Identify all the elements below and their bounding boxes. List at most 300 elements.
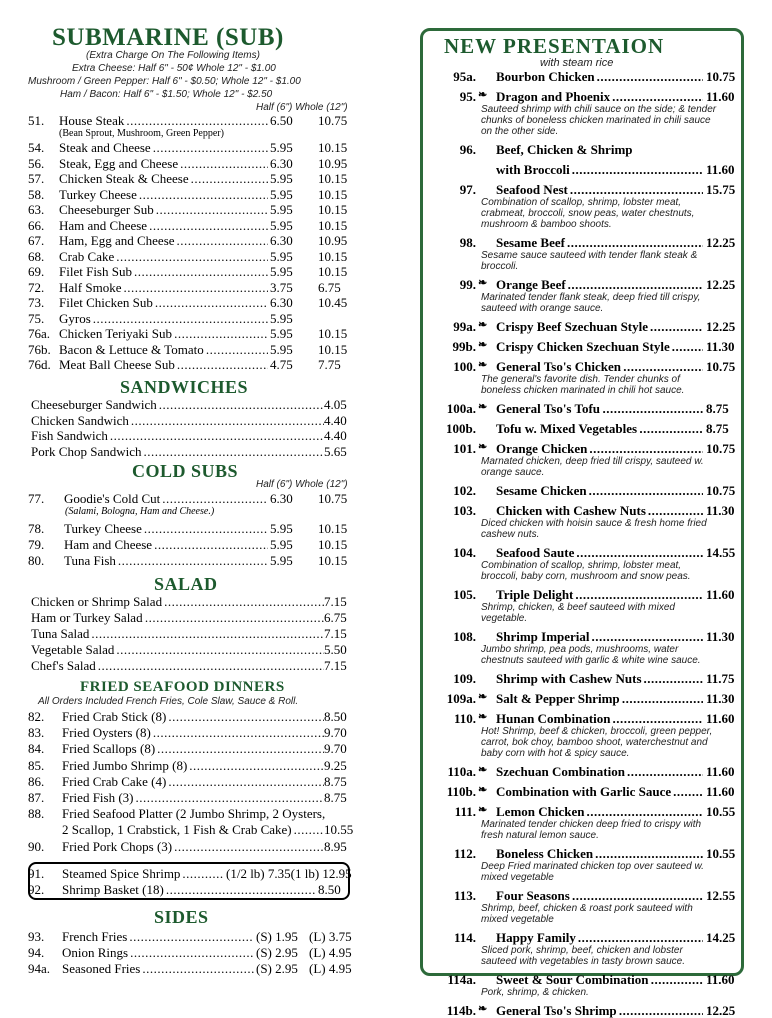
menu-item-leader [159, 397, 324, 412]
dish-number: 97. [459, 182, 476, 197]
dish-item [420, 162, 744, 177]
dish-leader [567, 235, 703, 250]
menu-item-half-price: 5.95 [270, 171, 293, 186]
dish-name: Sweet & Sour Combination [496, 972, 649, 987]
menu-item-whole-price: 7.75 [318, 357, 341, 372]
dish-leader [568, 277, 703, 292]
dish-description: Shrimp, chicken, & beef sauteed with mixed vegetable. [481, 602, 675, 624]
dish-description: Pork, shrimp, & chicken. [481, 987, 589, 998]
dish-leader [651, 972, 703, 987]
menu-item-price: 9.70 [324, 725, 347, 741]
menu-item-leader [93, 311, 268, 326]
menu-item-name: Cheeseburger Sub [59, 202, 154, 217]
dish-price: 11.30 [706, 503, 735, 518]
dish-number: 96. [459, 142, 476, 157]
dish-number: 100. [453, 359, 476, 374]
menu-item-name: Meat Ball Cheese Sub [59, 357, 175, 372]
menu-item-price: 7.15 [324, 658, 347, 673]
menu-item-name: Fried Scallops (8) [62, 741, 156, 757]
menu-item-name: Chicken Sandwich [31, 412, 129, 428]
menu-item [28, 280, 358, 295]
menu-item-name: Crab Cake [59, 248, 115, 264]
menu-item [28, 249, 358, 264]
menu-item [28, 790, 358, 805]
hot-pepper-icon: ❧ [478, 784, 488, 796]
dish-number: 110. [453, 711, 476, 726]
menu-item-leader [153, 725, 324, 740]
menu-item-name: Seasoned Fries [62, 961, 141, 977]
menu-item-large-price: (L) 3.75 [309, 929, 352, 944]
menu-item-note: (Bean Sprout, Mushroom, Green Pepper) [59, 128, 224, 139]
menu-item-name: Ham, Egg and Cheese [59, 233, 175, 248]
menu-item-whole-price: 10.45 [318, 295, 348, 310]
menu-item-name: French Fries [62, 929, 128, 944]
dish-price: 12.25 [706, 1003, 736, 1018]
menu-item-leader [156, 202, 268, 217]
dish-number: 112. [453, 846, 476, 861]
dish-number: 101. [453, 441, 476, 456]
menu-item-whole-price: 6.75 [318, 279, 341, 295]
boxed-item [28, 882, 358, 897]
hot-pepper-icon: ❧ [478, 277, 488, 289]
dish-leader [650, 319, 703, 334]
menu-item-number: 85. [28, 757, 45, 773]
dish-name: Combination with Garlic Sauce [496, 784, 672, 799]
menu-item [28, 945, 358, 960]
menu-item [28, 774, 358, 789]
menu-item-leader [154, 537, 268, 552]
menu-item-small-price: (S) 2.95 [256, 961, 298, 977]
menu-item-name: Chef's Salad [31, 658, 96, 673]
menu-item-name: Ham and Cheese [64, 537, 153, 552]
menu-item [28, 233, 358, 248]
menu-item-half-price: 4.75 [270, 357, 293, 372]
menu-item [28, 171, 358, 186]
dish-name: Seafood Nest [496, 182, 568, 197]
menu-item-name: Tuna Salad [31, 626, 90, 641]
menu-item-number: 57. [28, 171, 45, 186]
menu-item-number: 58. [28, 186, 45, 202]
dish-number: 114. [453, 930, 476, 945]
menu-item-leader [294, 822, 324, 837]
dish-leader [597, 69, 703, 84]
menu-item-leader [177, 233, 268, 248]
dish-name: Beef, Chicken & Shrimp [496, 142, 633, 157]
menu-item-leader [149, 218, 268, 233]
dish-price: 15.75 [706, 182, 736, 197]
dish-item [420, 545, 744, 560]
menu-item-number: 83. [28, 725, 45, 741]
cold-subs-title: COLD SUBS [132, 461, 239, 481]
menu-item-leader [110, 428, 324, 443]
menu-item-half-price: 5.95 [270, 537, 293, 552]
menu-item-half-price: 5.95 [270, 140, 293, 155]
menu-item-half-price: 6.30 [270, 233, 293, 248]
dish-item [420, 972, 744, 987]
dish-leader [570, 182, 703, 197]
dish-description: Sliced pork, shrimp, beef, chicken and lobster sauteed with vegetables in tasty brown sauce. [481, 945, 686, 967]
dish-price: 10.55 [706, 804, 736, 819]
dish-description: Sesame sauce sauteed with tender flank steak & broccoli. [481, 250, 698, 272]
dish-item [420, 888, 744, 903]
menu-item [28, 758, 358, 773]
dish-leader [623, 359, 703, 374]
dish-price: 11.60 [706, 784, 735, 799]
cold-subs-size-header: Half (6") Whole (12") [256, 479, 348, 490]
menu-item-leader [139, 187, 268, 202]
menu-item-name: House Steak [59, 113, 125, 128]
menu-item-price: 4.05 [324, 397, 347, 412]
menu-item-leader [91, 626, 324, 641]
seafood-title: FRIED SEAFOOD DINNERS [80, 679, 285, 695]
dish-number: 114b. [446, 1003, 476, 1018]
menu-item [28, 140, 358, 155]
dish-description: Marnated chicken, deep fried till crispy, sauteed w. orange sauce. [481, 456, 704, 478]
seafood-note: All Orders Included French Fries, Cole Slaw, Sauce & Roll. [38, 696, 299, 707]
hot-pepper-icon: ❧ [478, 441, 488, 453]
menu-item-name: Onion Rings [62, 945, 129, 961]
hot-pepper-icon: ❧ [478, 319, 488, 331]
dish-price: 8.75 [706, 421, 729, 436]
menu-item-number: 84. [28, 741, 45, 757]
dish-item [420, 89, 744, 104]
dish-price: 10.75 [706, 441, 736, 456]
dish-price: 12.25 [706, 235, 736, 250]
menu-item [28, 202, 358, 217]
menu-item-price: 8.75 [324, 773, 347, 789]
menu-item-leader [134, 264, 268, 279]
dish-number: 99b. [452, 339, 476, 354]
menu-item-whole-price: 10.15 [318, 521, 348, 536]
menu-item-leader [189, 758, 324, 773]
dish-number: 114a. [447, 972, 476, 987]
menu-item-whole-price: 10.15 [318, 248, 348, 264]
menu-item-leader [123, 280, 268, 295]
menu-item-name: Fish Sandwich [31, 428, 108, 443]
dish-item [420, 1003, 744, 1018]
dish-number: 100b. [446, 421, 476, 436]
hot-pepper-icon: ❧ [478, 691, 488, 703]
boxed-item-number: 91. [28, 866, 45, 881]
boxed-item-leader [166, 882, 316, 897]
dish-name: Happy Family [496, 930, 576, 945]
menu-item [28, 537, 358, 552]
dish-number: 104. [453, 545, 476, 560]
menu-item-half-price: 5.95 [270, 326, 293, 341]
menu-item-number: 72. [28, 279, 45, 295]
dish-item [420, 421, 744, 436]
menu-item [28, 961, 358, 976]
menu-item-large-price: (L) 4.95 [309, 961, 352, 977]
menu-item-number: 68. [28, 248, 45, 264]
dish-item [420, 691, 744, 706]
menu-item-name: 2 Scallop, 1 Crabstick, 1 Fish & Crab Cake) [62, 822, 292, 838]
menu-item-number: 51. [28, 113, 45, 128]
dish-description: The general's favorite dish. Tender chunks of boneless chicken marinated in chili hot sauce. [481, 374, 685, 396]
dish-item [420, 711, 744, 726]
menu-item-price: 9.70 [324, 741, 347, 757]
hot-pepper-icon: ❧ [478, 764, 488, 776]
menu-item-number: 79. [28, 537, 45, 552]
menu-item-leader [144, 521, 268, 536]
menu-item-leader [180, 156, 268, 171]
menu-item-leader [116, 642, 324, 657]
menu-item [28, 642, 358, 657]
sides-title: SIDES [154, 907, 209, 927]
menu-item-number: 90. [28, 838, 45, 854]
menu-item-name: Fried Crab Cake (4) [62, 773, 167, 789]
dish-name: Orange Chicken [496, 441, 588, 456]
menu-item-name: Tuna Fish [64, 553, 116, 568]
dish-leader [612, 89, 703, 104]
menu-item-number: 78. [28, 521, 45, 536]
menu-item-number: 56. [28, 155, 45, 171]
submarine-note-4: Ham / Bacon: Half 6" - $1.50; Whole 12" - $2.50 [60, 89, 273, 100]
menu-item-large-price: (L) 4.95 [309, 945, 352, 961]
dish-price: 11.60 [706, 162, 735, 177]
dish-price: 12.25 [706, 319, 736, 334]
dish-price: 14.55 [706, 545, 736, 560]
menu-item-number: 76b. [28, 341, 51, 357]
menu-item-small-price: (S) 2.95 [256, 945, 298, 961]
dish-leader [622, 691, 703, 706]
dish-item [420, 441, 744, 456]
dish-item [420, 359, 744, 374]
menu-item-name: Half Smoke [59, 279, 122, 295]
menu-item-price: 8.50 [324, 709, 347, 724]
menu-item-name: Gyros [59, 310, 91, 326]
hot-pepper-icon: ❧ [478, 359, 488, 371]
dish-name: Crispy Beef Szechuan Style [496, 319, 649, 334]
menu-item [28, 444, 358, 459]
hot-pepper-icon: ❧ [478, 804, 488, 816]
menu-item-half-price: 5.95 [270, 310, 293, 326]
menu-item-leader [191, 171, 268, 186]
dish-name: Orange Beef [496, 277, 566, 292]
dish-description: Combination of scallop, shrimp, lobster meat, crabmeat, broccoli, snow peas, water chestnuts, mushroom & bamboo shoots. [481, 197, 695, 230]
dish-leader [603, 401, 703, 416]
menu-item-leader [168, 774, 324, 789]
menu-item-leader [155, 295, 268, 310]
submarine-note-3: Mushroom / Green Pepper: Half 6" - $0.50; Whole 12" - $1.00 [28, 76, 301, 87]
hot-pepper-icon: ❧ [478, 711, 488, 723]
menu-item-number: 88. [28, 806, 45, 822]
dish-number: 108. [453, 629, 476, 644]
dish-description: Sauteed shrimp with chili sauce on the side; & tender chunks of boneless chicken marinated in chili sauce on the other side. [481, 104, 717, 137]
menu-item [28, 709, 358, 724]
dish-number: 110a. [447, 764, 476, 779]
submarine-note-1: (Extra Charge On The Following Items) [86, 50, 260, 61]
dish-name: Tofu w. Mixed Vegetables [496, 421, 638, 436]
menu-item-name: Turkey Cheese [64, 521, 142, 536]
menu-item-name: Ham or Turkey Salad [31, 610, 143, 625]
menu-item-leader [145, 610, 324, 625]
menu-item [28, 413, 358, 428]
menu-item-whole-price: 10.95 [318, 155, 348, 171]
menu-item-half-price: 6.50 [270, 113, 293, 128]
menu-item-name: Ham and Cheese [59, 217, 148, 233]
menu-item-leader [174, 326, 268, 341]
dish-price: 11.30 [706, 691, 735, 706]
menu-item-number: 87. [28, 790, 45, 805]
dish-item [420, 671, 744, 686]
menu-item-leader [157, 741, 324, 756]
dish-number: 98. [459, 235, 476, 250]
dish-number: 109. [453, 671, 476, 686]
dish-leader [644, 671, 703, 686]
menu-item [28, 113, 358, 128]
boxed-item [28, 866, 358, 881]
dish-number: 105. [453, 587, 476, 602]
menu-item-whole-price: 10.15 [318, 264, 348, 279]
submarine-note-2: Extra Cheese: Half 6" - 50¢ Whole 12" - $1.00 [72, 63, 276, 74]
menu-item-half-price: 5.95 [270, 521, 293, 536]
menu-item-name: Fried Oysters (8) [62, 725, 151, 741]
hot-pepper-icon: ❧ [478, 339, 488, 351]
menu-item-half-price: 6.30 [270, 491, 293, 506]
hot-pepper-icon: ❧ [478, 89, 488, 101]
boxed-item-leader [182, 866, 224, 881]
menu-item-whole-price: 10.75 [318, 491, 348, 506]
menu-item [28, 521, 358, 536]
boxed-item-price: 8.50 [318, 882, 341, 897]
submarine-title: SUBMARINE (SUB) [52, 24, 284, 51]
menu-item [28, 741, 358, 756]
new-presentation-subtitle: with steam rice [540, 57, 614, 69]
menu-item [28, 806, 358, 821]
boxed-item-name: Shrimp Basket (18) [62, 882, 164, 897]
dish-number: 99. [459, 277, 476, 292]
dish-leader [572, 162, 703, 177]
dish-description: Marinated tender flank steak, deep fried till crispy, sauteed with orange sauce. [481, 292, 701, 314]
dish-item [420, 483, 744, 498]
dish-name: Four Seasons [496, 888, 570, 903]
menu-item [28, 725, 358, 740]
boxed-item-name: Steamed Spice Shrimp [62, 866, 181, 881]
menu-item-number: 69. [28, 264, 45, 279]
menu-item-half-price: 5.95 [270, 202, 293, 217]
menu-item-half-price: 5.95 [270, 264, 293, 279]
dish-name: Sesame Beef [496, 235, 565, 250]
menu-item [28, 626, 358, 641]
menu-item-leader [118, 553, 268, 568]
dish-name: Dragon and Phoenix [496, 89, 611, 104]
menu-item-price: 6.75 [324, 610, 347, 625]
menu-item-leader [164, 594, 324, 609]
menu-item-leader [153, 140, 268, 155]
menu-item-name: Fried Crab Stick (8) [62, 709, 167, 724]
menu-item-price: 8.75 [324, 790, 347, 805]
menu-item-name: Fried Jumbo Shrimp (8) [62, 757, 188, 773]
menu-item-name: Chicken Teriyaki Sub [59, 326, 172, 341]
menu-item-price: 5.65 [324, 443, 347, 459]
menu-item-whole-price: 10.15 [318, 202, 348, 217]
menu-item [28, 428, 358, 443]
dish-item [420, 764, 744, 779]
menu-item-number: 80. [28, 553, 45, 568]
menu-item-whole-price: 10.15 [318, 537, 348, 552]
dish-leader [613, 711, 703, 726]
dish-price: 14.25 [706, 930, 736, 945]
dish-name: Seafood Saute [496, 545, 575, 560]
menu-item [28, 822, 358, 837]
menu-item-name: Fried Pork Chops (3) [62, 838, 173, 854]
menu-item-half-price: 3.75 [270, 279, 293, 295]
menu-item-name: Fried Seafood Platter (2 Jumbo Shrimp, 2 Oysters, [62, 806, 326, 822]
menu-item [28, 929, 358, 944]
menu-item-half-price: 5.95 [270, 248, 293, 264]
menu-item [28, 491, 358, 506]
menu-item-name: Vegetable Salad [31, 642, 115, 657]
dish-name: with Broccoli [496, 162, 570, 177]
menu-item-number: 77. [28, 491, 45, 506]
dish-price: 12.55 [706, 888, 736, 903]
dish-name: Lemon Chicken [496, 804, 585, 819]
hot-pepper-icon: ❧ [478, 1003, 488, 1015]
dish-description: Marinated tender chicken deep fried to crispy with fresh natural lemon sauce. [481, 819, 702, 841]
dish-number: 110b. [446, 784, 476, 799]
dish-name: Boneless Chicken [496, 846, 594, 861]
menu-item-whole-price: 10.15 [318, 140, 348, 155]
menu-item-half-price: 6.30 [270, 295, 293, 310]
dish-leader [576, 545, 703, 560]
menu-item [28, 553, 358, 568]
dish-item [420, 319, 744, 334]
submarine-size-header: Half (6") Whole (12") [256, 102, 348, 113]
menu-item-leader [98, 658, 324, 673]
dish-price: 11.75 [706, 671, 735, 686]
menu-item-leader [142, 961, 254, 976]
dish-price: 10.75 [706, 69, 736, 84]
menu-item-whole-price: 10.75 [318, 113, 348, 128]
menu-item-whole-price: 10.95 [318, 233, 348, 248]
dish-price: 11.60 [706, 587, 735, 602]
dish-name: General Tso's Tofu [496, 401, 601, 416]
menu-item-whole-price: 10.15 [318, 171, 348, 186]
dish-leader [648, 503, 703, 518]
dish-leader [592, 629, 703, 644]
dish-price: 8.75 [706, 401, 729, 416]
menu-item-number: 86. [28, 773, 45, 789]
dish-price: 11.60 [706, 764, 735, 779]
menu-item-price: 9.25 [324, 757, 347, 773]
dish-name: Hunan Combination [496, 711, 611, 726]
dish-price: 11.60 [706, 972, 735, 987]
menu-item-name: Filet Fish Sub [59, 264, 132, 279]
dish-name: Sesame Chicken [496, 483, 587, 498]
menu-item-price: 10.55 [324, 822, 354, 838]
menu-item [28, 594, 358, 609]
menu-item-whole-price: 10.15 [318, 186, 348, 202]
menu-item-leader [136, 790, 325, 805]
dish-leader [627, 764, 703, 779]
menu-item-leader [144, 444, 325, 459]
dish-name: Triple Delight [496, 587, 574, 602]
dish-price: 10.75 [706, 483, 736, 498]
menu-item-name: Bacon & Lettuce & Tomato [59, 341, 204, 357]
dish-leader [572, 888, 703, 903]
menu-item-price: 7.15 [324, 594, 347, 609]
dish-number: 95. [459, 89, 476, 104]
dish-leader [586, 804, 703, 819]
dish-name: General Tso's Shrimp [496, 1003, 617, 1018]
menu-item-leader [126, 113, 268, 128]
dish-item [420, 401, 744, 416]
menu-item-number: 67. [28, 233, 45, 248]
dish-item [420, 142, 744, 157]
menu-item-name: Filet Chicken Sub [59, 295, 153, 310]
menu-item-number: 93. [28, 929, 45, 944]
